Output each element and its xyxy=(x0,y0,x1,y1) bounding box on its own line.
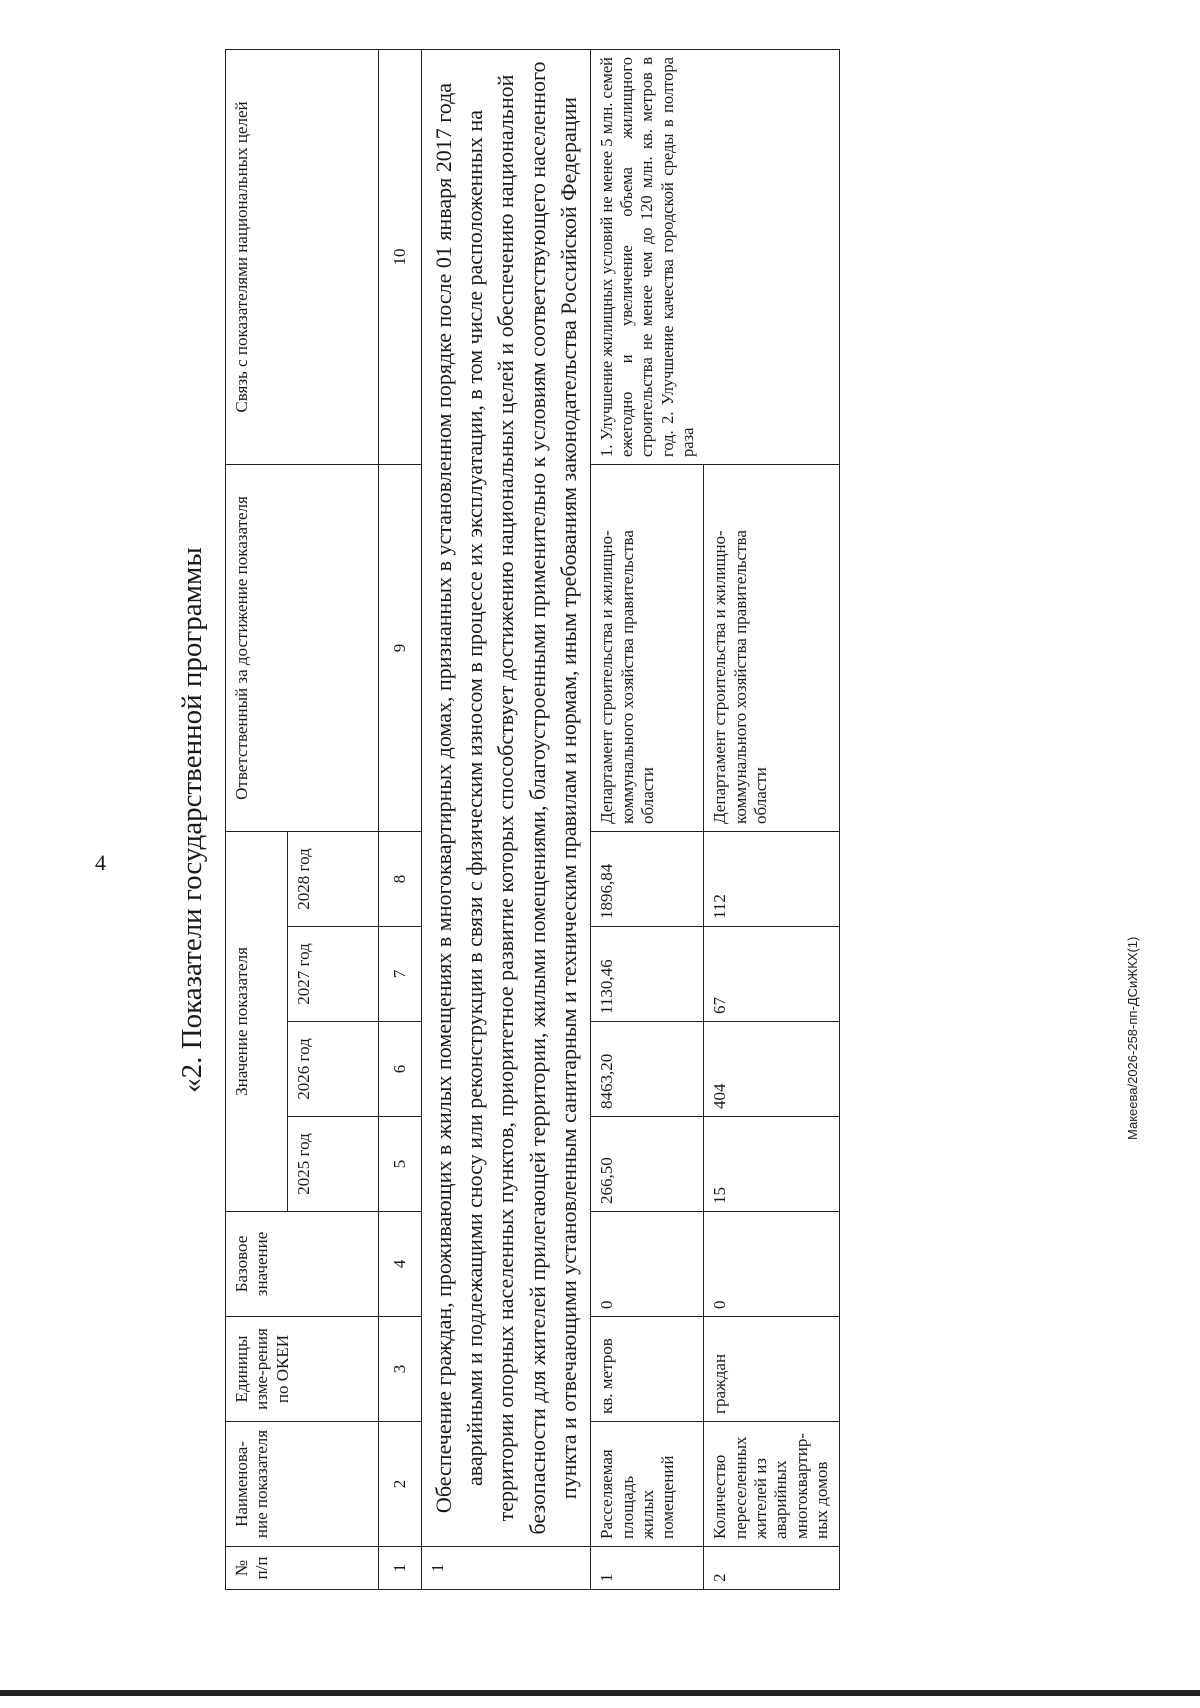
bottom-rule xyxy=(0,1690,1200,1696)
header-indicator-values: Значение показателя xyxy=(226,832,288,1212)
unit: граждан xyxy=(704,1317,839,1422)
column-number: 2 xyxy=(379,1422,422,1547)
header-year-2026: 2026 год xyxy=(288,1022,379,1117)
value-2025: 15 xyxy=(704,1117,839,1212)
indicator-name: Количество переселенных жителей из аварийных многоквартир-ных домов xyxy=(704,1422,839,1547)
value-2027: 67 xyxy=(704,927,839,1022)
header-responsible: Ответственный за достижение показателя xyxy=(226,465,379,832)
column-number: 10 xyxy=(379,50,422,465)
unit: кв. метров xyxy=(591,1317,704,1422)
goal-text: Обеспечение граждан, проживающих в жилых помещениях в многоквартирных домах, признанных в установленном порядке после 01 января 2017 года аварийными и подлежащими сносу или реконструкции в связи с физическим износом в процессе их эксплуатации, в том числе расположенных на территории опорных населенных пунктов, приоритетное развитие которых способствует достижению национальных целей и обеспечению национальной безопасности для жителей прилегающей территории, жилыми помещениями, благоустроенными применительно к условиям соответствующего населенного пункта и отвечающими установленным санитарным и техническим правилам и нормам, иным требованиям законодательства Российской Федерации xyxy=(422,50,591,1547)
rotated-page-content xyxy=(170,50,960,1590)
value-2027: 1130,46 xyxy=(591,927,704,1022)
header-row xyxy=(226,50,288,1590)
column-number: 6 xyxy=(379,1022,422,1117)
table-row xyxy=(591,50,704,1590)
responsible: Департамент строительства и жилищно-коммунального хозяйства правительства области xyxy=(591,465,704,832)
header-national-goals-link: Связь с показателями национальных целей xyxy=(226,50,379,465)
header-year-2027: 2027 год xyxy=(288,927,379,1022)
base-value: 0 xyxy=(704,1212,839,1317)
header-unit: Единицы изме-рения по ОКЕИ xyxy=(226,1317,379,1422)
page-number: 4 xyxy=(95,850,106,875)
responsible: Департамент строительства и жилищно-коммунального хозяйства правительства области xyxy=(704,465,839,832)
column-number: 1 xyxy=(379,1547,422,1590)
national-goals-link: 1. Улучшение жилищных условий не менее 5 млн. семей ежегодно и увеличение объема жилищного строительства не менее чем до 120 млн. кв. метров в год. 2. Улучшение качества городской среды в полтора раза xyxy=(591,50,839,465)
header-base-value: Базовое значение xyxy=(226,1212,379,1317)
value-2028: 112 xyxy=(704,832,839,927)
indicator-name: Расселяемая площадь жилых помещений xyxy=(591,1422,704,1547)
goal-number: 1 xyxy=(422,1547,591,1590)
value-2026: 404 xyxy=(704,1022,839,1117)
column-number: 7 xyxy=(379,927,422,1022)
column-number: 8 xyxy=(379,832,422,927)
section-title: «2. Показатели государственной программы xyxy=(176,547,208,1093)
column-number: 3 xyxy=(379,1317,422,1422)
header-year-2028: 2028 год xyxy=(288,832,379,927)
indicators-table xyxy=(225,49,840,1590)
column-number: 5 xyxy=(379,1117,422,1212)
header-indicator-name: Наименова-ние показателя xyxy=(226,1422,379,1547)
base-value: 0 xyxy=(591,1212,704,1317)
header-number: № п/п xyxy=(226,1547,379,1590)
document-code: Макеева/2026-258-пп-ДСиЖКХ(1) xyxy=(1125,936,1140,1140)
header-year-2025: 2025 год xyxy=(288,1117,379,1212)
column-number: 4 xyxy=(379,1212,422,1317)
value-2026: 8463,20 xyxy=(591,1022,704,1117)
column-number: 9 xyxy=(379,465,422,832)
goal-row xyxy=(422,50,591,1590)
value-2028: 1896,84 xyxy=(591,832,704,927)
value-2025: 266,50 xyxy=(591,1117,704,1212)
column-numbers-row xyxy=(379,50,422,1590)
row-number: 1 xyxy=(591,1547,704,1590)
row-number: 2 xyxy=(704,1547,839,1590)
